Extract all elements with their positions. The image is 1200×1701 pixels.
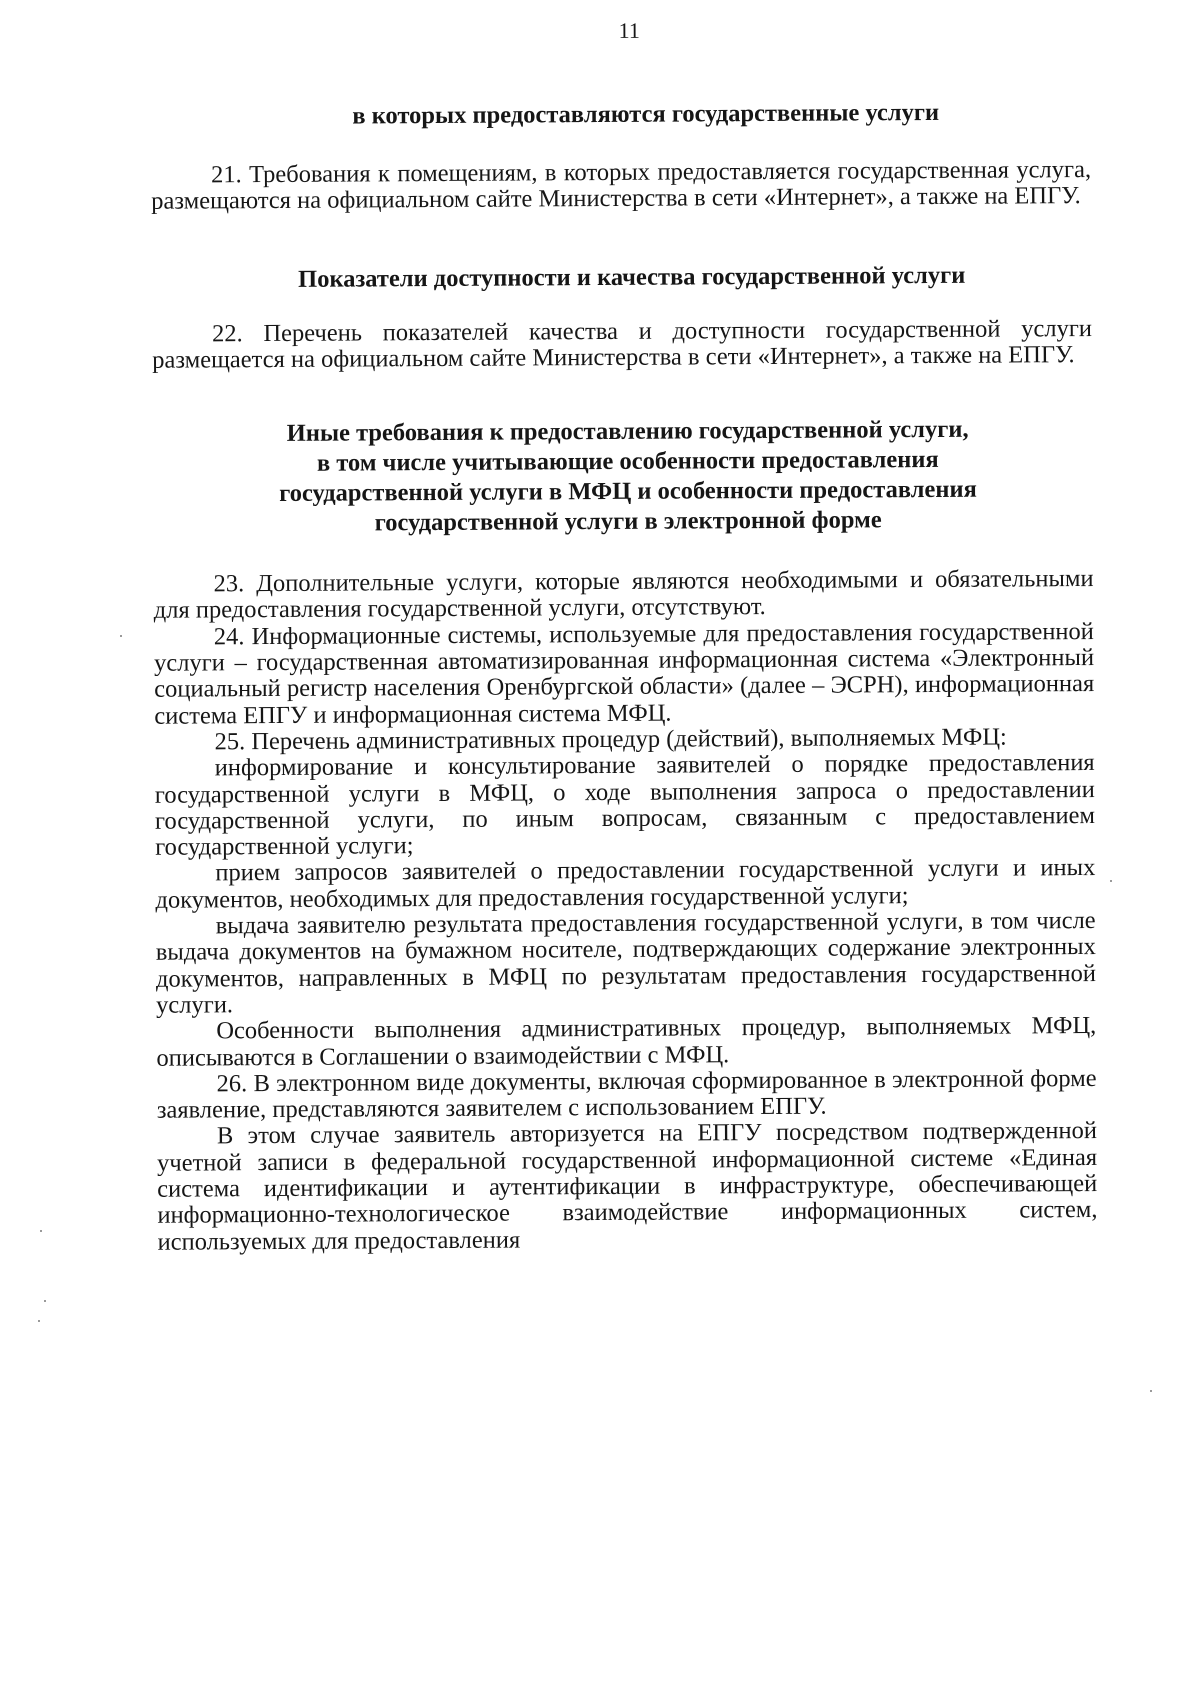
section-heading-premises: в которых предоставляются государственные услуги <box>352 98 940 130</box>
heading-line: в том числе учитывающие особенности предоставления <box>316 446 939 477</box>
paragraph-25-item-issuance: выдача заявителю результата предоставления государственной услуги, в том числе выдача документов на бумажном носителе, подтверждающих содержание электронных документов, направленных в МФЦ по результатам предоставления государственной услуги. <box>155 907 1097 1019</box>
paragraph-25: 25. Перечень административных процедур (действий), выполняемых МФЦ: <box>214 723 1007 756</box>
section-heading-other-requirements <box>153 414 1094 540</box>
heading-line: государственной услуги в электронной форме <box>374 506 882 537</box>
paragraph-21: 21. Требования к помещениям, в которых предоставляется государственная услуга, размещаются на официальном сайте Министерства в сети «Интернет», а также на ЕПГУ. <box>151 156 1092 216</box>
paragraph-25-item-reception: прием запросов заявителей о предоставлении государственной услуги и иных документов, необходимых для предоставления государственной услуги; <box>155 854 1096 914</box>
scan-speck <box>1150 1390 1152 1392</box>
heading-line: государственной услуги в МФЦ и особенности предоставления <box>279 475 977 508</box>
scan-speck <box>44 1300 46 1302</box>
scan-speck <box>40 1230 42 1232</box>
paragraph-22: 22. Перечень показателей качества и доступности государственной услуги размещается на официальном сайте Министерства в сети «Интернет», а также на ЕПГУ. <box>152 314 1093 374</box>
scan-speck <box>38 1320 40 1322</box>
scan-speck <box>1110 880 1112 882</box>
page-number: 11 <box>618 17 640 43</box>
paragraph-25-features: Особенности выполнения административных процедур, выполняемых МФЦ, описываются в Соглашении о взаимодействии с МФЦ. <box>156 1012 1097 1072</box>
section-heading-indicators: Показатели доступности и качества государственной услуги <box>298 261 966 293</box>
heading-line: Иные требования к предоставлению государственной услуги, <box>286 415 969 448</box>
paragraph-25-item-informing: информирование и консультирование заявителей о порядке предоставления государственной услуги в МФЦ, о ходе выполнения запроса о предоставлении государственной услуги, по иным вопросам, связанным с предоставлением государственной услуги; <box>154 749 1096 861</box>
paragraph-26-authorization: В этом случае заявитель авторизуется на ЕПГУ посредством подтвержденной учетной записи в федеральной государственной информационной системе «Единая система идентификации и аутентификации в инфраструктуре, обеспечивающей информационно-технологическое взаимодействие информационных систем, используемых для предоставления <box>157 1117 1098 1256</box>
paragraph-23: 23. Дополнительные услуги, которые являются необходимыми и обязательными для предоставления государственной услуги, отсутствуют. <box>153 565 1094 625</box>
paragraph-26: 26. В электронном виде документы, включая сформированное в электронной форме заявление, представляются заявителем с использованием ЕПГУ. <box>156 1064 1097 1124</box>
scan-speck <box>120 635 122 637</box>
paragraph-24: 24. Информационные системы, используемые для предоставления государственной услуги – государственная автоматизированная информационная система «Электронный социальный регистр населения Оренбургской области» (далее – ЭСРН), информационная система ЕПГУ и информационная система МФЦ. <box>153 617 1095 730</box>
